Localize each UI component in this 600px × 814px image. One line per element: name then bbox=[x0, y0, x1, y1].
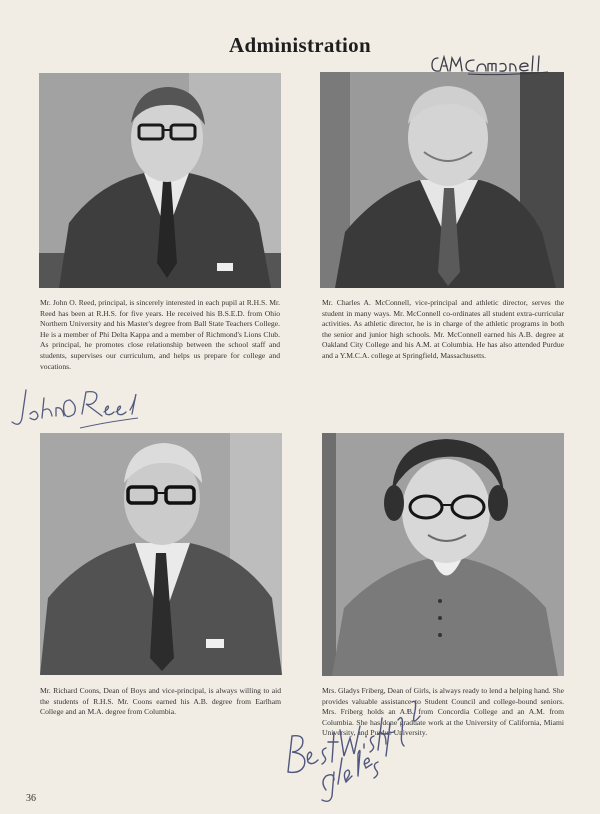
photo-dean-of-girls bbox=[322, 433, 564, 676]
photo-principal bbox=[39, 73, 281, 288]
signature-friberg bbox=[278, 672, 428, 804]
page-title: Administration bbox=[229, 33, 371, 57]
signature-mcconnell bbox=[430, 52, 552, 78]
photo-dean-of-boys bbox=[40, 433, 282, 675]
page-number: 36 bbox=[26, 793, 36, 804]
caption-dean-of-girls: Mrs. Gladys Friberg, Dean of Girls, is always ready to lend a helping hand. She provides valuable assistance to Student Council and college-bound seniors. Mrs. Friberg holds an A.B. from Concordia College and an A.M. from Columbia. She has done graduate work at the University of California, Miami University, and Purdue University. bbox=[322, 686, 564, 738]
signature-reed bbox=[6, 384, 142, 436]
caption-vice-principal: Mr. Charles A. McConnell, vice-principal and athletic director, serves the student in many ways. Mr. McConnell co-ordinates all student extra-curricular activities. As athletic director, he is in charge of the athletic programs in both the senior and junior high schools. Mr. McConnell earned his A.B. degree at Oakland City College and his A.M. at Columbia. He has also attended Purdue and a Y.M.C.A. college at Springfield, Massachusetts. bbox=[322, 298, 564, 360]
photo-vice-principal bbox=[320, 72, 564, 288]
caption-dean-of-boys: Mr. Richard Coons, Dean of Boys and vice-principal, is always willing to aid the students of R.H.S. Mr. Coons earned his A.B. degree from Earlham College and an M.A. degree from Columbia. bbox=[40, 686, 281, 717]
caption-principal: Mr. John O. Reed, principal, is sincerely interested in each pupil at R.H.S. Mr. Reed has been at R.H.S. for five years. He received his B.S.E.D. from Ohio Northern University and his Master's degree from Ball State Teachers College. He is a member of Phi Delta Kappa and a member of Richmond's Lions Club. As principal, he promotes close relationship between the school staff and students, supervises our curriculum, and helps us prepare for college and vocations. bbox=[40, 298, 280, 371]
